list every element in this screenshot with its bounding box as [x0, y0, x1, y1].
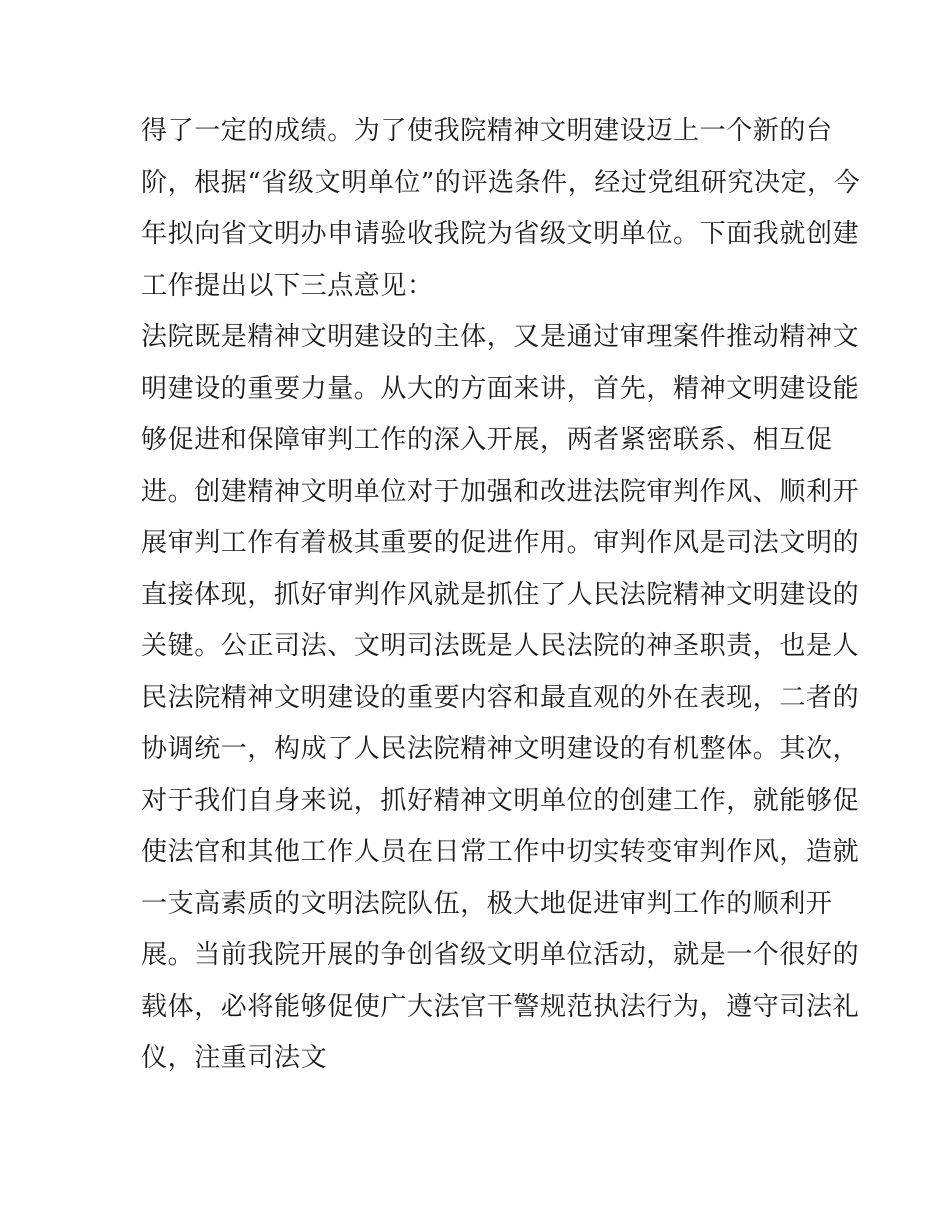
- text-line: 展。当前我院开展的争创省级文明单位活动，就是一个很好的: [141, 940, 860, 970]
- text-line: 阶，根据“省级文明单位”的评选条件，经过党组研究决定，今: [141, 167, 861, 198]
- text-line: 对于我们自身来说，抓好精神文明单位的创建工作，就能够促: [141, 785, 860, 816]
- text-line: 年拟向省文明办申请验收我院为省级文明单位。下面我就创建: [141, 219, 860, 249]
- text-line: 工作提出以下三点意见：: [141, 270, 434, 301]
- text-line: 展审判工作有着极其重要的促进作用。审判作风是司法文明的: [141, 528, 860, 558]
- text-line: 够促进和保障审判工作的深入开展，两者紧密联系、相互促: [141, 425, 833, 455]
- text-line: 明建设的重要力量。从大的方面来讲，首先，精神文明建设能: [141, 373, 860, 404]
- text-line: 协调统一，构成了人民法院精神文明建设的有机整体。其次，: [141, 734, 860, 764]
- text-line: 载体，必将能够促使广大法官干警规范执法行为，遵守司法礼: [141, 991, 860, 1022]
- text-line: 一支高素质的文明法院队伍，极大地促进审判工作的顺利开: [141, 888, 833, 919]
- text-line: 仪，注重司法文: [141, 1043, 328, 1073]
- text-line: 直接体现，抓好审判作风就是抓住了人民法院精神文明建设的: [141, 579, 860, 610]
- text-line: 使法官和其他工作人员在日常工作中切实转变审判作风，造就: [141, 837, 860, 867]
- document-body: [141, 106, 861, 1085]
- text-line: 得了一定的成绩。为了使我院精神文明建设迈上一个新的台: [141, 116, 833, 146]
- text-line: 民法院精神文明建设的重要内容和最直观的外在表现，二者的: [141, 682, 860, 713]
- text-line: 关键。公正司法、文明司法既是人民法院的神圣职责，也是人: [141, 631, 860, 661]
- text-line: 进。创建精神文明单位对于加强和改进法院审判作风、顺利开: [141, 476, 860, 507]
- text-line: 法院既是精神文明建设的主体，又是通过审理案件推动精神文: [141, 322, 860, 352]
